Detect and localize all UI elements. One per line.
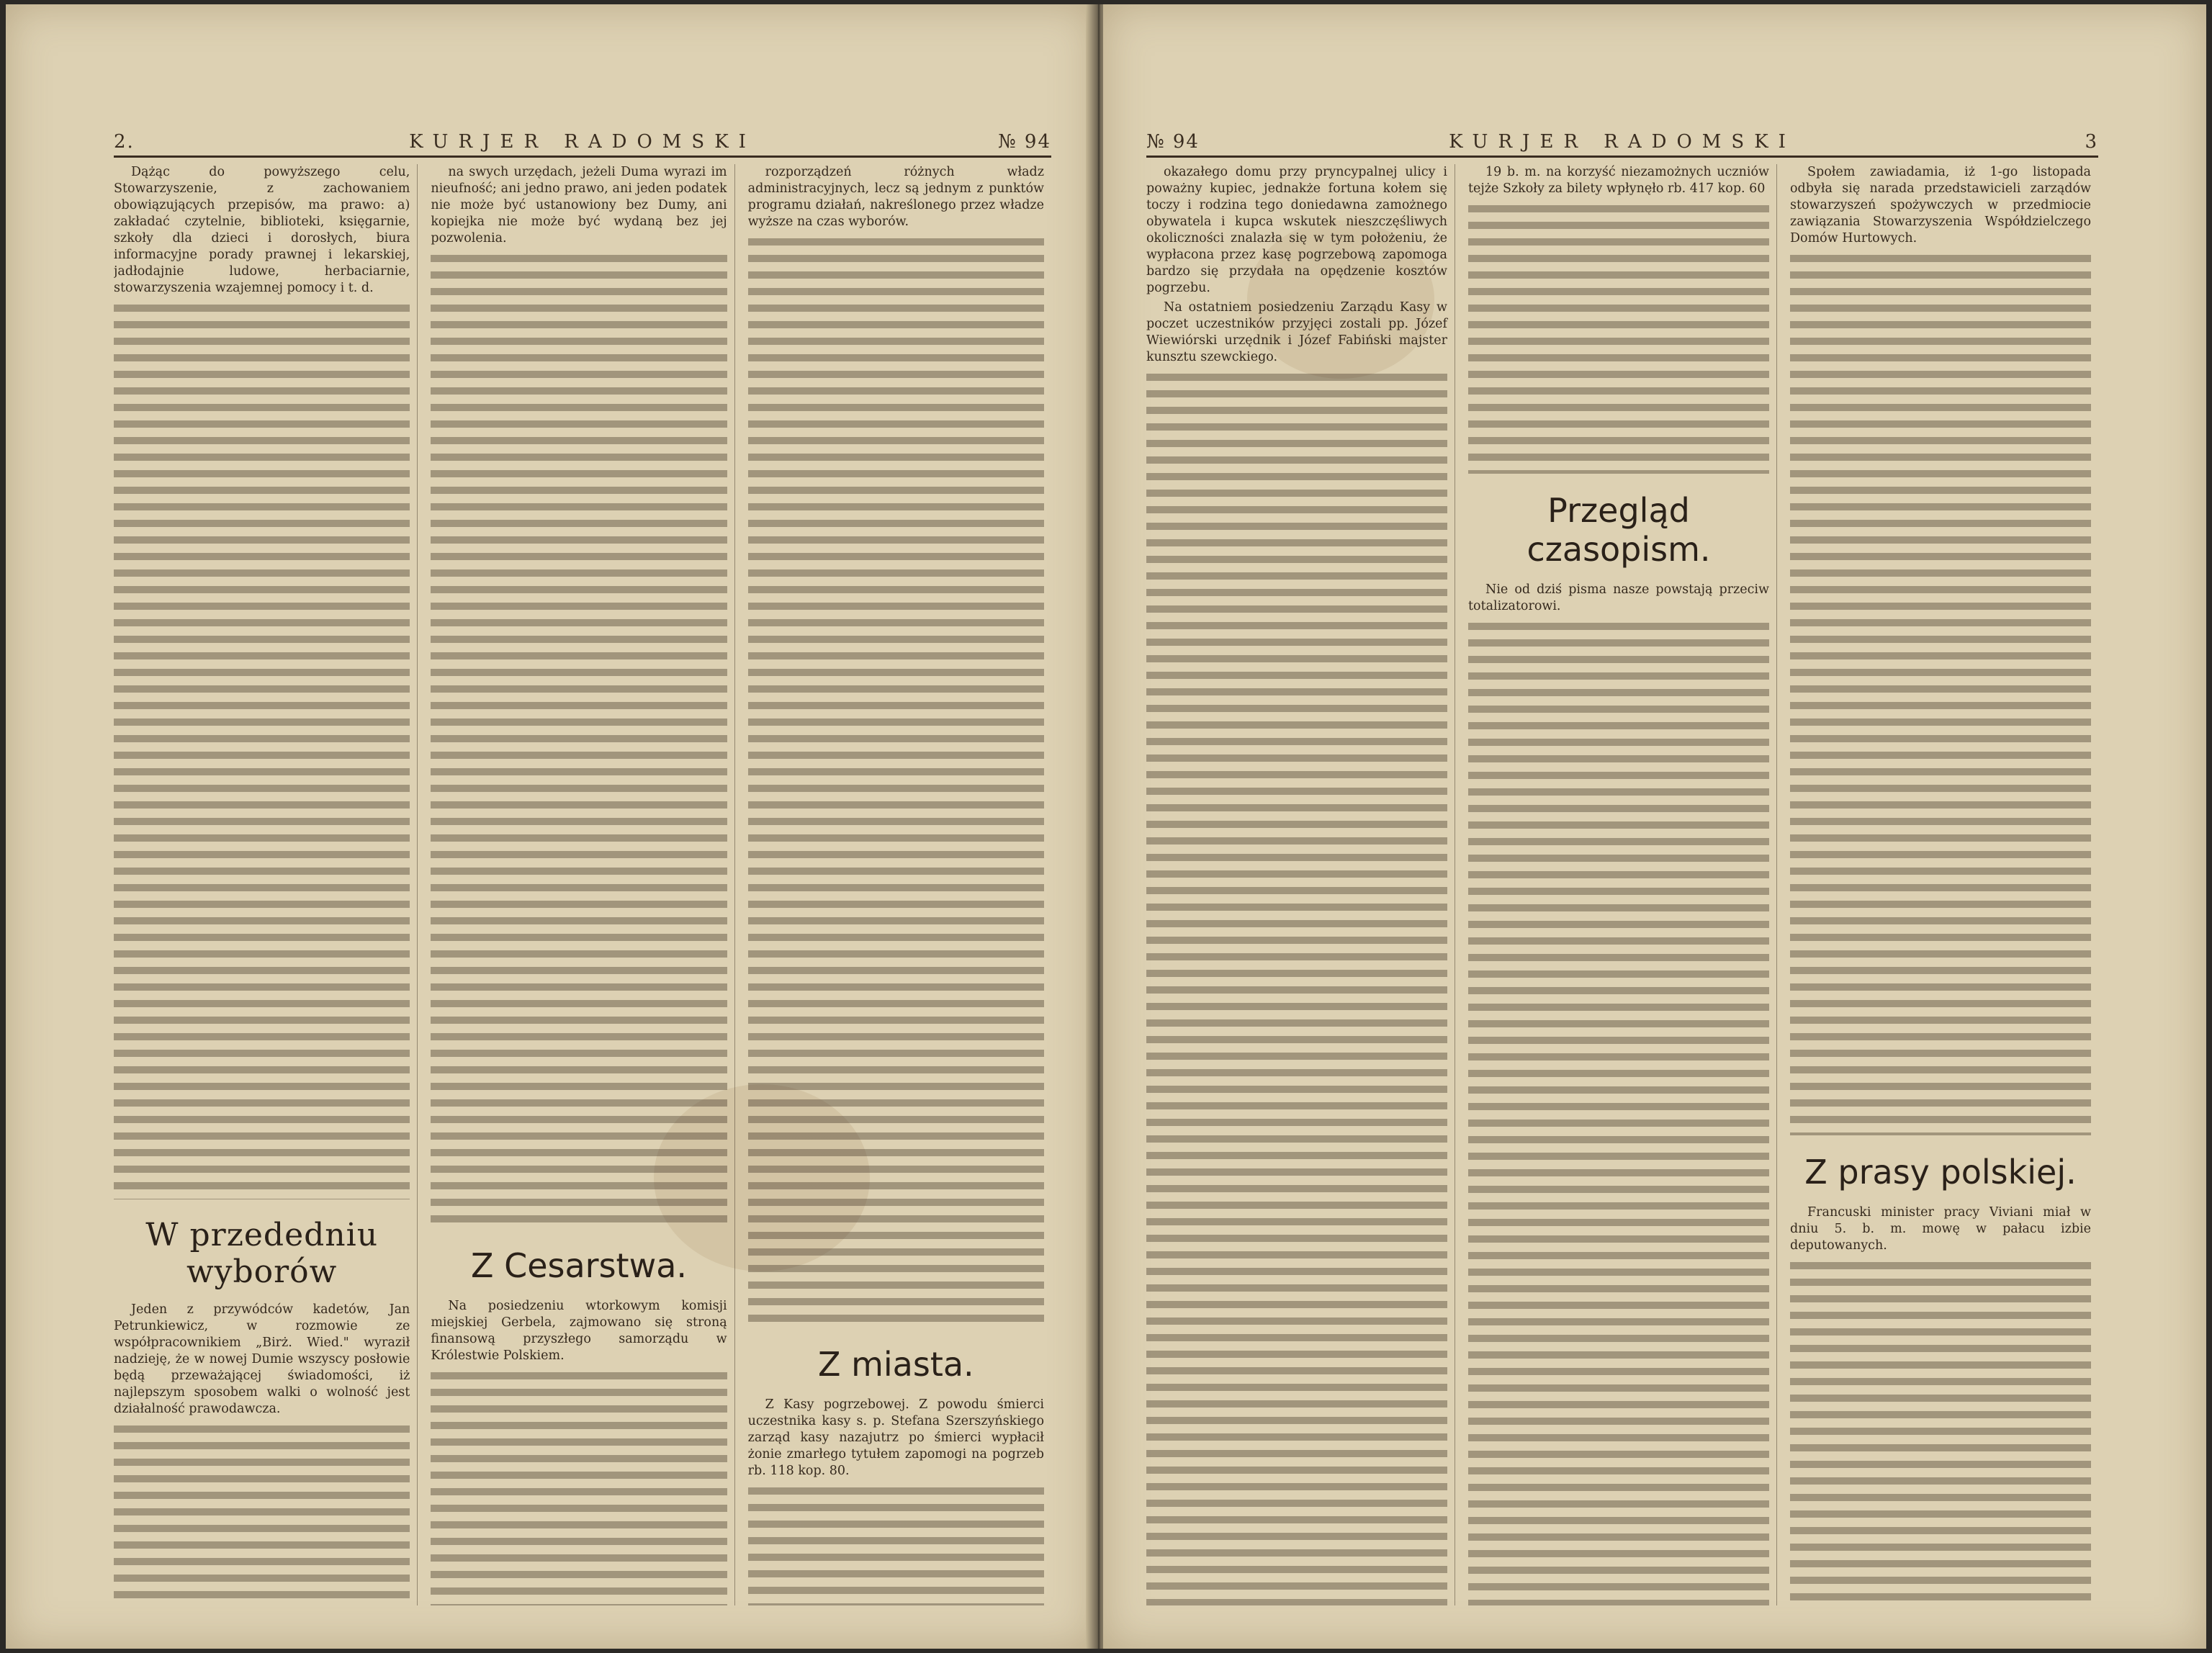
text-block	[748, 233, 1044, 1328]
article-text: 19 b. m. na korzyść niezamożnych uczniów tejże Szkoły za bilety wpłynęło rb. 417 kop. 60	[1468, 165, 1769, 196]
text-block	[748, 1482, 1044, 1605]
text-block	[1790, 1257, 2091, 1605]
column-1	[114, 164, 418, 1605]
article-text: Francuski minister pracy Viviani miał w dniu 5. b. m. mowę w pałacu izbie deputowanych.	[1790, 1205, 2091, 1253]
newspaper-spread	[6, 4, 2206, 1649]
running-title: KURJER RADOMSKI	[1449, 131, 1796, 153]
columns	[114, 164, 1051, 1605]
text-block	[431, 1367, 727, 1605]
header-rule	[1146, 156, 2098, 158]
article-heading: Przegląd czasopism.	[1527, 491, 1711, 569]
article-heading: Z prasy polskiej.	[1804, 1153, 2077, 1192]
left-page	[6, 4, 1094, 1649]
text-block	[1468, 618, 1769, 1605]
article-text: okazałego domu przy pryncypalnej ulicy i poważny kupiec, jednakże fortuna kołem się toczy i rodzina tego doniedawna zamożnego obywatela i kupca wskutek nieszczęśliwych okoliczności znalazła się w tym położeniu, że wypłacona przez kasę pogrzebową zapomoga bardzo się przydała na opędzenie kosztów pogrzebu.	[1146, 165, 1447, 295]
page-number: 3	[2085, 131, 2098, 153]
article-heading: Z miasta.	[817, 1345, 974, 1384]
text-block	[114, 299, 410, 1199]
running-title: KURJER RADOMSKI	[409, 131, 756, 153]
article-heading: Z Cesarstwa.	[470, 1246, 688, 1285]
article-text: Nie od dziś pisma nasze powstają przeciw totalizatorowi.	[1468, 582, 1769, 613]
columns	[1146, 164, 2098, 1605]
article-text: na swych urzędach, jeżeli Duma wyrazi im nieufność; ani jedno prawo, ani jeden podatek nie może być ustanowiony bez Dumy, ani kopiejka nie może być wydaną bez jej pozwolenia.	[431, 165, 727, 246]
issue-number: № 94	[1146, 131, 1200, 153]
text-block	[1146, 369, 1447, 1605]
article-text: Społem zawiadamia, iż 1-go listopada odbyła się narada przedstawicieli zarządów stowarzyszeń spożywczych w przedmiocie zawiązania Stowarzyszenia Współdzielczego Domów Hurtowych.	[1790, 165, 2091, 246]
running-head	[1146, 127, 2098, 156]
article-text: Jeden z przywódców kadetów, Jan Petrunkiewicz, w rozmowie ze współpracownikiem „Birż. Wied." wyraził nadzieję, że w nowej Dumie wszyscy posłowie będą przeważającej świadomości, iż najlepszym sposobem walki o wolność jest działalność prawodawcza.	[114, 1302, 410, 1416]
column-3	[1790, 164, 2098, 1605]
right-page	[1103, 4, 2206, 1649]
column-2	[431, 164, 734, 1605]
text-block	[1790, 250, 2091, 1135]
article-text: rozporządzeń różnych władz administracyjnych, lecz są jednym z punktów programu działań, nakreślonego przez władze wyższe na czas wyborów.	[747, 165, 1044, 229]
article-heading: W przededniu wyborów	[145, 1217, 379, 1290]
column-3	[748, 164, 1051, 1605]
article-text: Na ostatniem posiedzeniu Zarządu Kasy w poczet uczestników przyjęci zostali pp. Józef Wiewiórski urzędnik i Józef Fabiński majster kunsztu szewckiego.	[1146, 300, 1447, 364]
page-number: 2.	[114, 131, 135, 153]
text-block	[1468, 200, 1769, 474]
text-block	[114, 1420, 410, 1605]
column-2	[1468, 164, 1777, 1605]
article-text: Na posiedzeniu wtorkowym komisji miejskiej Gerbela, zajmowano się stroną finansową przyszłego samorządu w Królestwie Polskiem.	[431, 1299, 727, 1363]
header-rule	[114, 156, 1051, 158]
column-1	[1146, 164, 1455, 1605]
article-text: Z Kasy pogrzebowej. Z powodu śmierci uczestnika kasy s. p. Stefana Szerszyńskiego zarząd kasy nazajutrz po śmierci wypłacił żonie zmarłego tytułem zapomogi na pogrzeb rb. 118 kop. 80.	[747, 1397, 1044, 1478]
running-head	[114, 127, 1051, 156]
article-text: Dążąc do powyższego celu, Stowarzyszenie, z zachowaniem obowiązujących przepisów, ma prawo: a) zakładać czytelnie, biblioteki, księgarnie, szkoły dla dzieci i dorosłych, biura informacyjne porady prawnej i lekarskiej, jadłodajnie ludowe, herbaciarnie, stowarzyszenia wzajemnej pomocy i t. d.	[114, 165, 410, 295]
issue-number: № 94	[998, 131, 1051, 153]
text-block	[431, 250, 727, 1229]
